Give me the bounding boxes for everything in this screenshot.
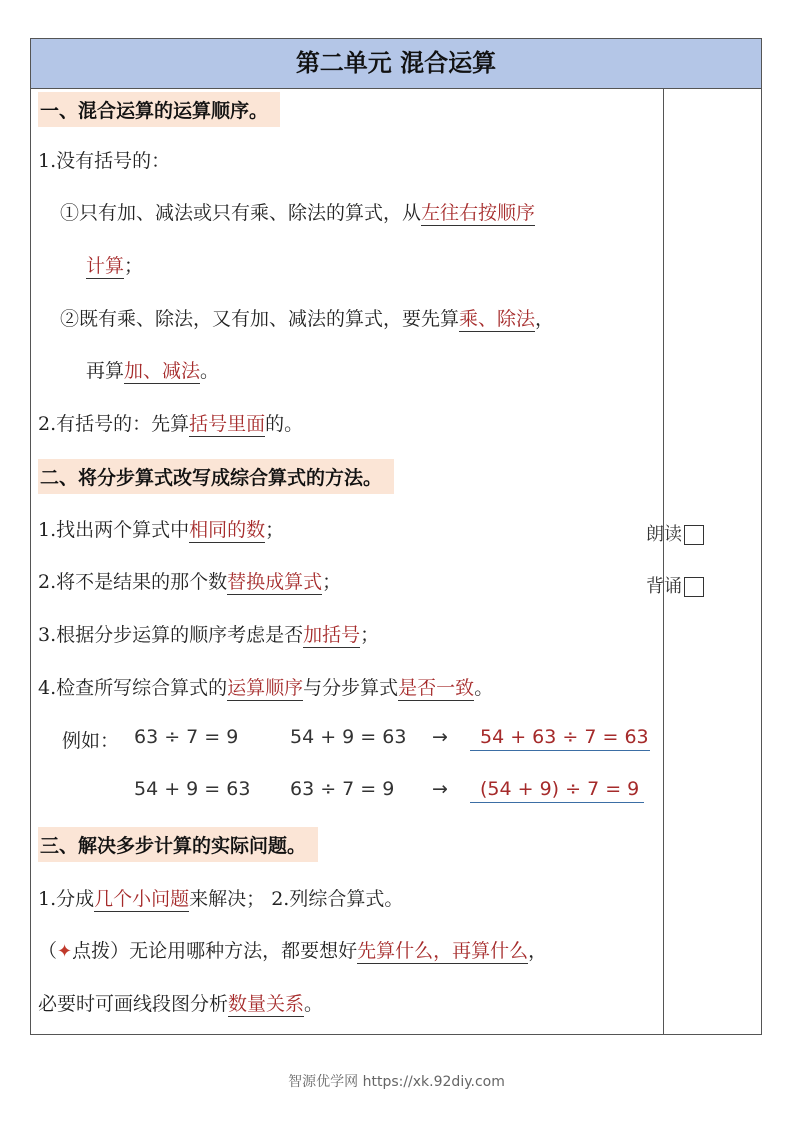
s3-line3-end: 。 (304, 993, 324, 1015)
example2-step2: 63 ÷ 7 = 9 (290, 778, 395, 800)
read-checkbox[interactable] (684, 525, 704, 545)
tip-answer: 先算什么，再算什么 (357, 940, 529, 962)
section3-heading: 三、解决多步计算的实际问题。 (38, 827, 318, 862)
example1-step2: 54 + 9 = 63 (290, 726, 407, 748)
s2-item4 (38, 673, 493, 700)
s1-point2-text: 2.有括号的：先算 (38, 413, 190, 435)
s1-rule-a (60, 198, 535, 225)
s3-line3-answer: 数量关系 (228, 993, 305, 1015)
side-column-divider (663, 89, 664, 1034)
s1-rule-b-answer: 乘、除法 (459, 308, 536, 330)
page-title: 第二单元 混合运算 (31, 39, 761, 89)
s2-item3-answer: 加括号 (303, 624, 361, 646)
s3-line3 (38, 989, 323, 1016)
s1-rule-b-comma: ， (535, 308, 555, 330)
s3-tip (38, 936, 547, 963)
s2-item1-text: 1.找出两个算式中 (38, 519, 190, 541)
s2-item3-end: ； (360, 624, 380, 646)
s2-item3-text: 3.根据分步运算的顺序考虑是否 (38, 624, 304, 646)
example-label: 例如： (62, 730, 120, 752)
example1-arrow: → (432, 726, 448, 748)
s1-rule-b-text2: 再算 (86, 360, 125, 382)
tip-label: 点拨 (72, 940, 111, 962)
s1-rule-a-answer2: 计算 (86, 255, 125, 277)
section2-heading: 二、将分步算式改写成综合算式的方法。 (38, 459, 394, 494)
s1-rule-b (60, 304, 554, 331)
read-check[interactable] (646, 520, 704, 546)
section1-heading: 一、混合运算的运算顺序。 (38, 92, 280, 127)
s1-rule-b-text: ②既有乘、除法，又有加、减法的算式，要先算 (60, 308, 460, 330)
tip-end: ， (528, 940, 548, 962)
s1-rule-b-cont (86, 356, 219, 383)
s2-item4-text: 4.检查所写综合算式的 (38, 677, 228, 699)
tip-text: 无论用哪种方法，都要想好 (129, 940, 358, 962)
s1-rule-b-answer2: 加、减法 (124, 360, 201, 382)
recite-label: 背诵 (646, 576, 682, 597)
s1-point1: 1.没有括号的： (38, 150, 171, 172)
s1-rule-a-end: ； (124, 255, 144, 277)
s1-point2-end: 的。 (265, 413, 304, 435)
example2-arrow: → (432, 778, 448, 800)
s1-point2 (38, 409, 303, 436)
tip-close: ） (110, 940, 130, 962)
s2-item4-answer2: 是否一致 (398, 677, 475, 699)
example2-answer-wrap (470, 778, 644, 803)
example2-answer: (54 + 9) ÷ 7 = 9 (470, 778, 644, 803)
s2-item2 (38, 567, 341, 594)
s3-line1 (38, 884, 403, 911)
s3-line1-rest: 来解决； 2.列综合算式。 (189, 888, 404, 910)
s3-line1-text: 1.分成 (38, 888, 95, 910)
s3-line3-text: 必要时可画线段图分析 (38, 993, 229, 1015)
example1-answer: 54 + 63 ÷ 7 = 63 (470, 726, 650, 751)
s1-rule-b-end: 。 (200, 360, 220, 382)
s2-item1-answer: 相同的数 (189, 519, 266, 541)
s1-rule-a-cont (86, 251, 143, 278)
s2-item3 (38, 620, 379, 647)
s2-item4-mid: 与分步算式 (303, 677, 399, 699)
recite-checkbox[interactable] (684, 577, 704, 597)
example2-step1: 54 + 9 = 63 (134, 778, 251, 800)
s2-item1-end: ； (265, 519, 285, 541)
s2-item4-end: 。 (474, 677, 494, 699)
example1-step1: 63 ÷ 7 = 9 (134, 726, 239, 748)
footer-watermark: 智源优学网 https://xk.92diy.com (288, 1074, 505, 1090)
s2-item4-answer1: 运算顺序 (227, 677, 304, 699)
tip-open: （ (38, 940, 58, 962)
read-label: 朗读 (646, 524, 682, 545)
s1-point2-answer: 括号里面 (189, 413, 266, 435)
sparkle-icon: ✦ (57, 941, 73, 962)
s3-line1-answer: 几个小问题 (94, 888, 190, 910)
s1-rule-a-answer: 左往右按顺序 (421, 202, 536, 224)
s2-item2-text: 2.将不是结果的那个数 (38, 571, 228, 593)
s2-item2-end: ； (322, 571, 342, 593)
s2-item2-answer: 替换成算式 (227, 571, 323, 593)
example1-answer-wrap (470, 726, 650, 751)
s1-rule-a-text: ①只有加、减法或只有乘、除法的算式，从 (60, 202, 422, 224)
s2-item1 (38, 515, 284, 542)
recite-check[interactable] (646, 572, 704, 598)
